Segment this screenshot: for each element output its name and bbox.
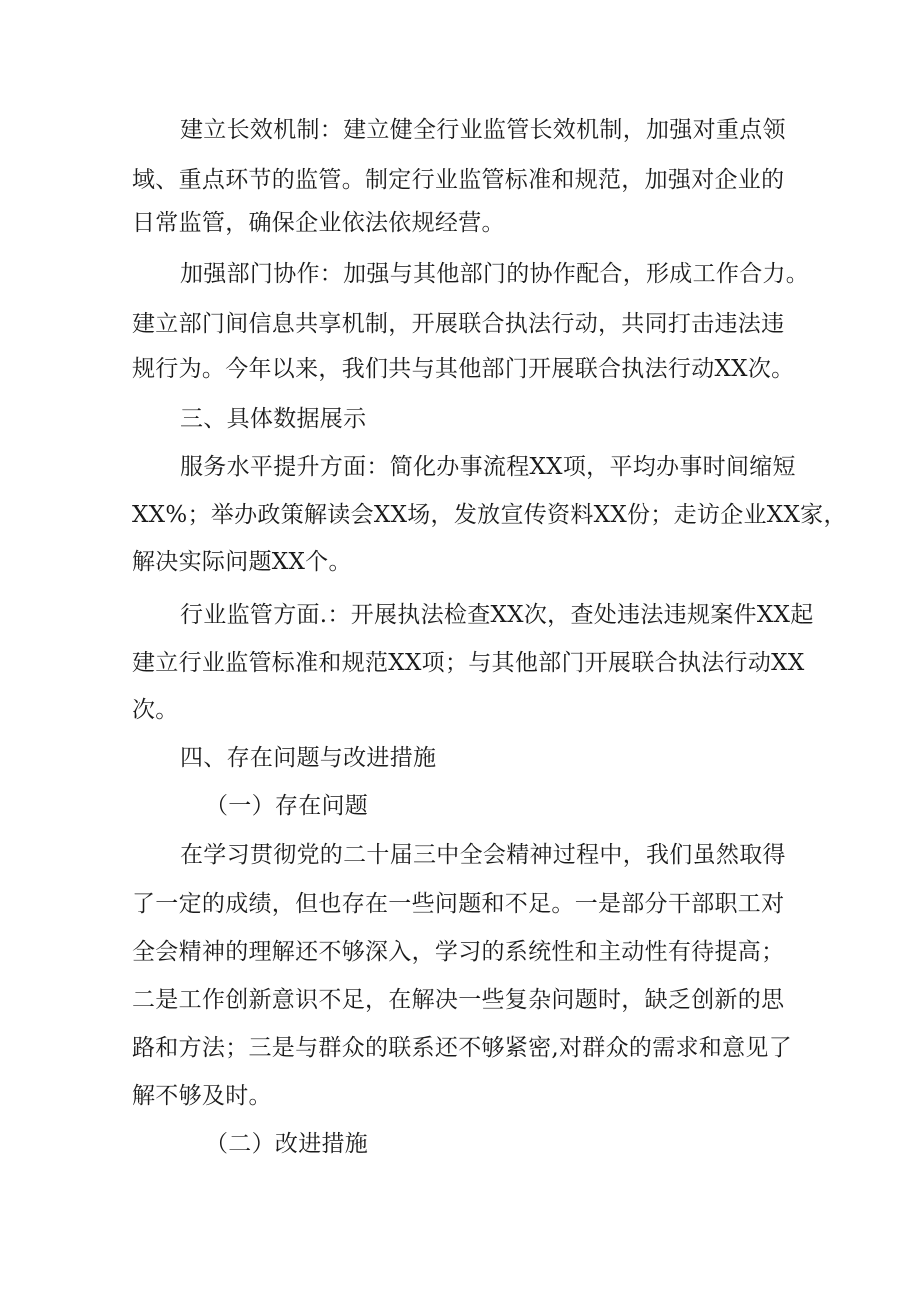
paragraph-line: 了一定的成绩，但也存在一些问题和不足。一是部分干部职工对 [132, 891, 785, 917]
paragraph-line: 加强部门协作：加强与其他部门的协作配合，形成工作合力。 [180, 261, 810, 287]
paragraph-line: 服务水平提升方面：简化办事流程XX项，平均办事时间缩短 [180, 454, 796, 480]
paragraph-line: 建立长效机制：建立健全行业监管长效机制，加强对重点领 [180, 117, 786, 143]
section-heading-problems-measures: 四、存在问题与改进措施 [180, 745, 437, 771]
paragraph-line: 域、重点环节的监管。制定行业监管标准和规范，加强对企业的 [132, 167, 785, 193]
paragraph-line: 在学习贯彻党的二十届三中全会精神过程中，我们虽然取得 [180, 842, 786, 868]
paragraph-line: 行业监管方面.：开展执法检查XX次，查处违法违规案件XX起 [180, 602, 814, 628]
subsection-heading-problems: （一）存在问题 [205, 793, 369, 819]
paragraph-line: 路和方法；三是与群众的联系还不够紧密,对群众的需求和意见了 [132, 1035, 793, 1061]
paragraph-line: 次。 [132, 697, 179, 723]
section-heading-data-display: 三、具体数据展示 [180, 406, 367, 432]
paragraph-line: 日常监管，确保企业依法依规经营。 [132, 210, 505, 236]
paragraph-line: 全会精神的理解还不够深入，学习的系统性和主动性有待提高； [132, 939, 785, 965]
subsection-heading-measures: （二）改进措施 [205, 1131, 369, 1157]
paragraph-line: 建立部门间信息共享机制，开展联合执法行动，共同打击违法违 [132, 311, 785, 337]
paragraph-line: 规行为。今年以来，我们共与其他部门开展联合执法行动XX次。 [132, 356, 795, 382]
paragraph-line: 解不够及时。 [132, 1083, 272, 1109]
paragraph-line: 解决实际问题XX个。 [132, 549, 352, 575]
paragraph-line: 建立行业监管标准和规范XX项；与其他部门开展联合执法行动XX [132, 650, 805, 676]
paragraph-line: XX%；举办政策解读会XX场，发放宣传资料XX份；走访企业XX家， [132, 502, 847, 528]
paragraph-line: 二是工作创新意识不足，在解决一些复杂问题时，缺乏创新的思 [132, 987, 785, 1013]
